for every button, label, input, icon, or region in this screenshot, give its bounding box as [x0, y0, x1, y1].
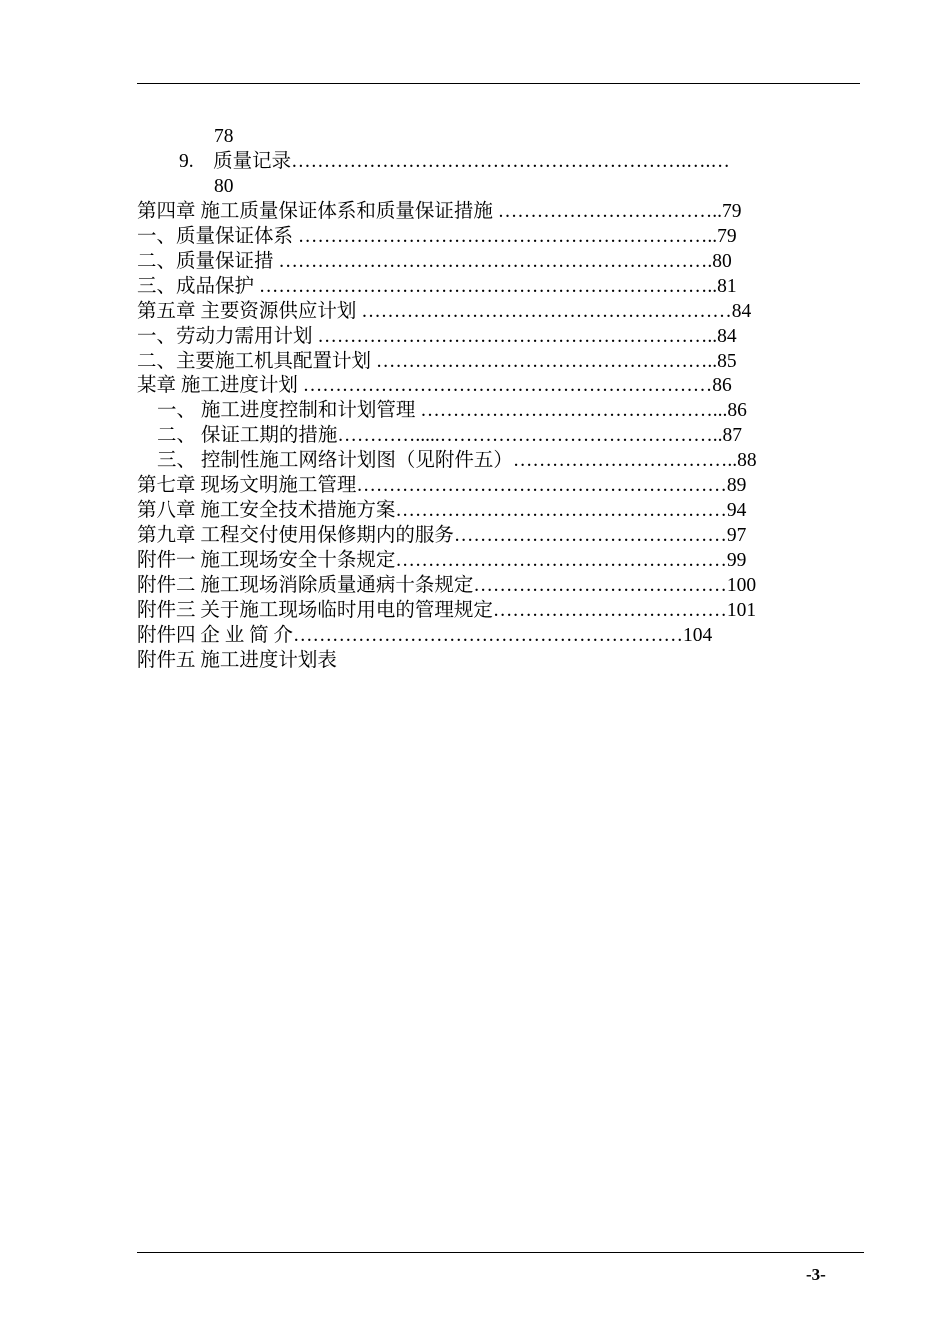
toc-entry-section: 一、 施工进度控制和计划管理 ………………………………………...86 [157, 400, 747, 421]
toc-entry-section: 二、主要施工机具配置计划 ……………………………………………..85 [137, 351, 737, 372]
toc-entry-chapter-6: 某章 施工进度计划 ………………………………………………………86 [137, 375, 732, 396]
toc-entry-quality-records: 9. 质量记录…………………………………………………….….… [179, 151, 730, 172]
toc-entry-chapter-9: 第九章 工程交付使用保修期内的服务……………………………………97 [137, 525, 747, 546]
toc-entry-section: 三、成品保护 ……………………………………………………………..81 [137, 276, 737, 297]
toc-entry-section: 二、 保证工期的措施………….....……………………………………..87 [157, 425, 743, 446]
toc-entry-section: 一、劳动力需用计划 ……………………………………………………..84 [137, 326, 737, 347]
toc-entry-appendix-1: 附件一 施工现场安全十条规定……………………………………………99 [137, 550, 747, 571]
toc-entry-chapter-4: 第四章 施工质量保证体系和质量保证措施 ……………………………..79 [137, 201, 742, 222]
header-rule [137, 83, 860, 84]
toc-entry-chapter-7: 第七章 现场文明施工管理…………………………………………………89 [137, 475, 747, 496]
toc-entry-appendix-2: 附件二 施工现场消除质量通病十条规定…………………………………100 [137, 575, 757, 596]
toc-entry-appendix-3: 附件三 关于施工现场临时用电的管理规定………………………………101 [137, 600, 757, 621]
toc-page-number-continued: 78 [214, 126, 234, 147]
toc-entry-appendix-4: 附件四 企 业 简 介……………………………………………………104 [137, 625, 713, 646]
toc-entry-chapter-8: 第八章 施工安全技术措施方案……………………………………………94 [137, 500, 747, 521]
toc-page-number-continued: 80 [214, 176, 234, 197]
toc-entry-section: 二、质量保证措 ………………………………………………………….80 [137, 251, 732, 272]
page-number: -3- [806, 1265, 826, 1284]
toc-entry-appendix-5: 附件五 施工进度计划表 [137, 650, 337, 671]
footer-rule [137, 1252, 864, 1253]
toc-entry-section: 三、 控制性施工网络计划图（见附件五）……………………………..88 [157, 450, 757, 471]
toc-entry-section: 一、质量保证体系 ………………………………………………………..79 [137, 226, 737, 247]
toc-entry-chapter-5: 第五章 主要资源供应计划 …………………………………………………84 [137, 301, 752, 322]
